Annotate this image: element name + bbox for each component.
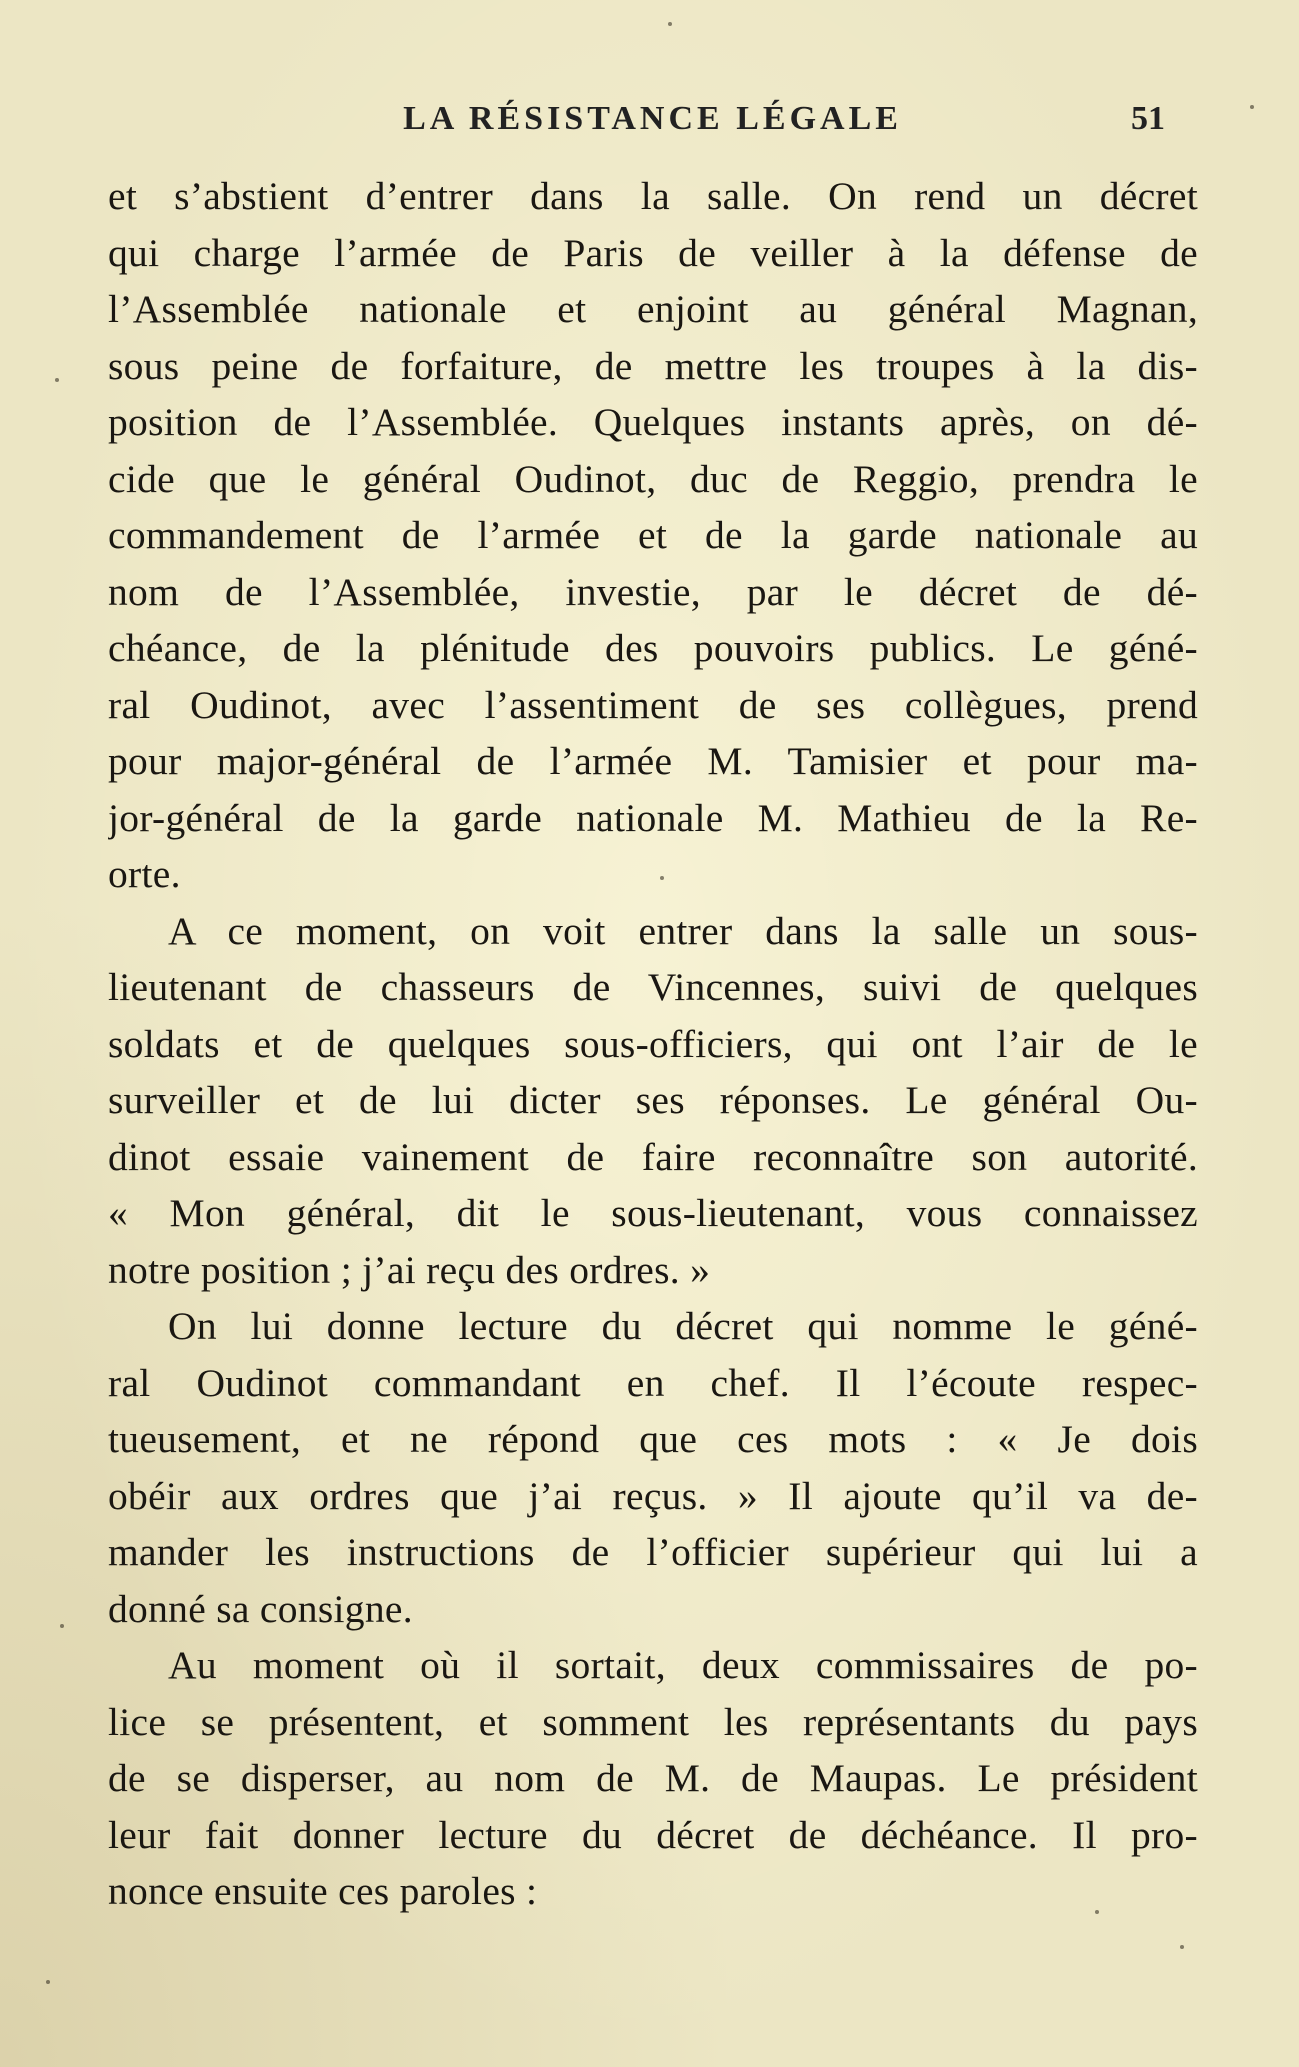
paper-speck <box>1095 1910 1099 1914</box>
text-line: cide que le général Oudinot, duc de Reggio, prendra le <box>108 456 1198 501</box>
page-number: 51 <box>1131 100 1165 137</box>
paper-speck <box>668 22 672 26</box>
text-line: orte. <box>108 852 181 896</box>
text-line: jor-général de la garde nationale M. Mathieu de la Re- <box>108 795 1198 840</box>
text-line: nonce ensuite ces paroles : <box>108 1869 538 1913</box>
text-line: ral Oudinot commandant en chef. Il l’écoute respec- <box>108 1360 1198 1405</box>
text-line: obéir aux ordres que j’ai reçus. » Il ajoute qu’il va de- <box>108 1473 1198 1518</box>
text-line: « Mon général, dit le sous-lieutenant, vous connaissez <box>108 1191 1198 1235</box>
text-line: leur fait donner lecture du décret de déchéance. Il pro- <box>108 1812 1198 1857</box>
text-line: chéance, de la plénitude des pouvoirs publics. Le géné- <box>108 626 1198 670</box>
text-line: dinot essaie vainement de faire reconnaître son autorité. <box>108 1134 1198 1179</box>
text-line: sous peine de forfaiture, de mettre les troupes à la dis- <box>108 343 1198 388</box>
paper-speck <box>1250 105 1254 109</box>
text-line: ral Oudinot, avec l’assentiment de ses collègues, prend <box>108 682 1198 727</box>
running-head <box>110 100 1195 150</box>
text-line: l’Assemblée nationale et enjoint au général Magnan, <box>108 287 1198 331</box>
text-line: et s’abstient d’entrer dans la salle. On rend un décret <box>108 174 1198 218</box>
text-line: soldats et de quelques sous-officiers, qui ont l’air de le <box>108 1021 1198 1066</box>
text-line: A ce moment, on voit entrer dans la salle un sous- <box>168 908 1198 953</box>
text-line: On lui donne lecture du décret qui nomme le géné- <box>168 1304 1198 1348</box>
text-line: mander les instructions de l’officier supérieur qui lui a <box>108 1530 1198 1574</box>
paper-speck <box>55 378 59 382</box>
text-line: nom de l’Assemblée, investie, par le décret de dé- <box>108 569 1198 614</box>
paper-speck <box>1180 1945 1184 1949</box>
text-line: commandement de l’armée et de la garde nationale au <box>108 513 1198 557</box>
text-line: Au moment où il sortait, deux commissaires de po- <box>168 1643 1198 1687</box>
text-line: lieutenant de chasseurs de Vincennes, suivi de quelques <box>108 965 1198 1009</box>
paper-speck <box>660 876 664 880</box>
text-line: de se disperser, au nom de M. de Maupas. Le président <box>108 1756 1198 1800</box>
body-text <box>108 168 1198 1920</box>
text-line: surveiller et de lui dicter ses réponses. Le général Ou- <box>108 1078 1198 1122</box>
text-line: tueusement, et ne répond que ces mots : « Je dois <box>108 1417 1198 1461</box>
text-line: notre position ; j’ai reçu des ordres. » <box>108 1247 711 1292</box>
text-line: pour major-général de l’armée M. Tamisier et pour ma- <box>108 739 1198 783</box>
text-line: lice se présentent, et somment les représentants du pays <box>108 1699 1198 1744</box>
paper-speck <box>46 1980 50 1984</box>
paper-speck <box>60 1624 64 1628</box>
running-title: LA RÉSISTANCE LÉGALE <box>403 100 902 137</box>
text-line: donné sa consigne. <box>108 1586 413 1631</box>
text-line: position de l’Assemblée. Quelques instants après, on dé- <box>108 400 1198 444</box>
text-line: qui charge l’armée de Paris de veiller à la défense de <box>108 230 1198 275</box>
